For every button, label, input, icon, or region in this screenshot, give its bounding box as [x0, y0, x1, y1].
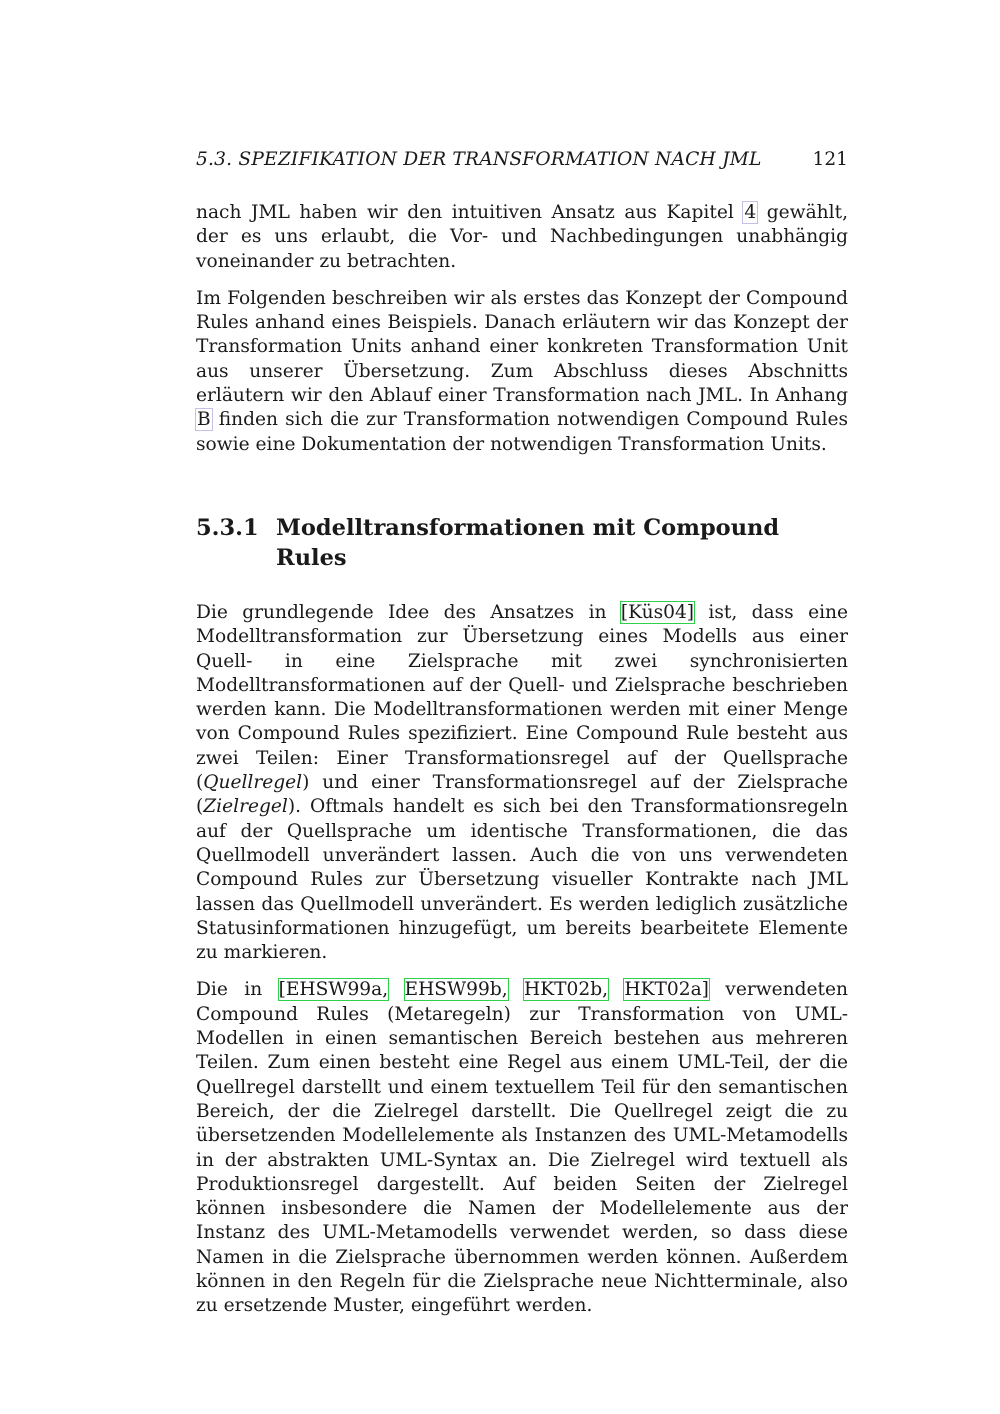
text-run: Die grundlegende Idee des Ansatzes in — [196, 601, 621, 623]
page-body — [196, 201, 848, 1319]
appendix-reference-link[interactable]: B — [197, 409, 211, 431]
citation-link[interactable]: HKT02a] — [624, 979, 709, 1001]
emphasis-term: Quellregel — [203, 772, 303, 794]
text-run: ). Oftmals handelt es sich bei den Transformationsregeln auf der Quellsprache um identische Transformationen, die das Quellmodell unverändert lassen. Auch die von uns verwendeten Compound Rules zur Übersetzung visueller Kontrakte nach JML lassen das Quellmodell unverändert. Es werden lediglich zusätzliche Statusinformationen hinzugefügt, um bereits bearbeitete Elemente zu markieren. — [196, 796, 848, 964]
page-header — [196, 148, 848, 172]
citation-link[interactable]: EHSW99b, — [404, 979, 508, 1001]
text-run: ) und einer Transformationsregel auf der Zielsprache ( — [196, 772, 848, 818]
text-run: Die in — [196, 979, 279, 1001]
text-run: finden sich die zur Transformation notwendigen Compound Rules sowie eine Dokumentation der notwendigen Transformation Units. — [196, 409, 848, 455]
text-run: verwendeten Compound Rules (Metaregeln) zur Transformation von UML-Modellen in einen semantischen Bereich bestehen aus mehreren Teilen. Zum einen besteht eine Regel aus einem UML-Teil, der die Quellregel darstellt und einem textuellem Teil für den semantischen Bereich, der die Zielregel darstellt. Die Quellregel zeigt die zu übersetzenden Modellelemente als Instanzen des UML-Metamodells in der abstrakten UML-Syntax an. Die Zielregel wird textuell als Produktionsregel dargestellt. Auf beiden Seiten der Zielregel können insbesondere die Namen der Modellelemente aus der Instanz des UML-Metamodells verwendet werden, so dass diese Namen in die Zielsprache übernommen werden können. Außerdem können in den Regeln für die Zielsprache neue Nichtterminale, also zu ersetzende Muster, eingeführt werden. — [196, 979, 848, 1317]
paragraph — [196, 287, 848, 457]
page-number: 121 — [812, 149, 848, 170]
text-run: ist, dass eine Modelltransformation zur Übersetzung eines Modells aus einer Quell- in eine Zielsprache mit zwei synchronisierten Modelltransformationen auf der Quell- und Zielsprache beschrieben werden kann. Die Modelltransformationen werden mit einer Menge von Compound Rules spezifiziert. Eine Compound Rule besteht aus zwei Teilen: Einer Transformationsregel auf der Quellsprache ( — [196, 601, 848, 794]
citation-link[interactable]: [EHSW99a, — [278, 979, 389, 1001]
citation-link[interactable]: [Küs04] — [620, 601, 695, 623]
text-run: gewählt, der es uns erlaubt, die Vor- und Nachbedingungen unabhängig voneinander zu betrachten. — [196, 202, 848, 272]
text-run: Im Folgenden beschreiben wir als erstes das Konzept der Compound Rules anhand eines Beispiels. Danach erläutern wir das Konzept der Transformation Units anhand einer konkreten Transformation Unit aus unserer Übersetzung. Zum Abschluss dieses Abschnitts erläutern wir den Ablauf einer Transformation nach JML. In Anhang — [196, 287, 848, 407]
section-title: Modelltransformationen mit Compound Rules — [276, 514, 780, 571]
section-heading — [196, 513, 848, 573]
running-title: 5.3. SPEZIFIKATION DER TRANSFORMATION NACH JML — [196, 149, 762, 170]
emphasis-term: Zielregel — [203, 796, 288, 818]
chapter-reference-link[interactable]: 4 — [744, 202, 757, 223]
section-number: 5.3.1 — [196, 514, 259, 541]
paragraph — [196, 601, 848, 965]
paragraph — [196, 201, 848, 274]
text-run: nach JML haben wir den intuitiven Ansatz aus Kapitel — [196, 202, 744, 223]
citation-link[interactable]: HKT02b, — [524, 979, 609, 1001]
paragraph — [196, 978, 848, 1318]
